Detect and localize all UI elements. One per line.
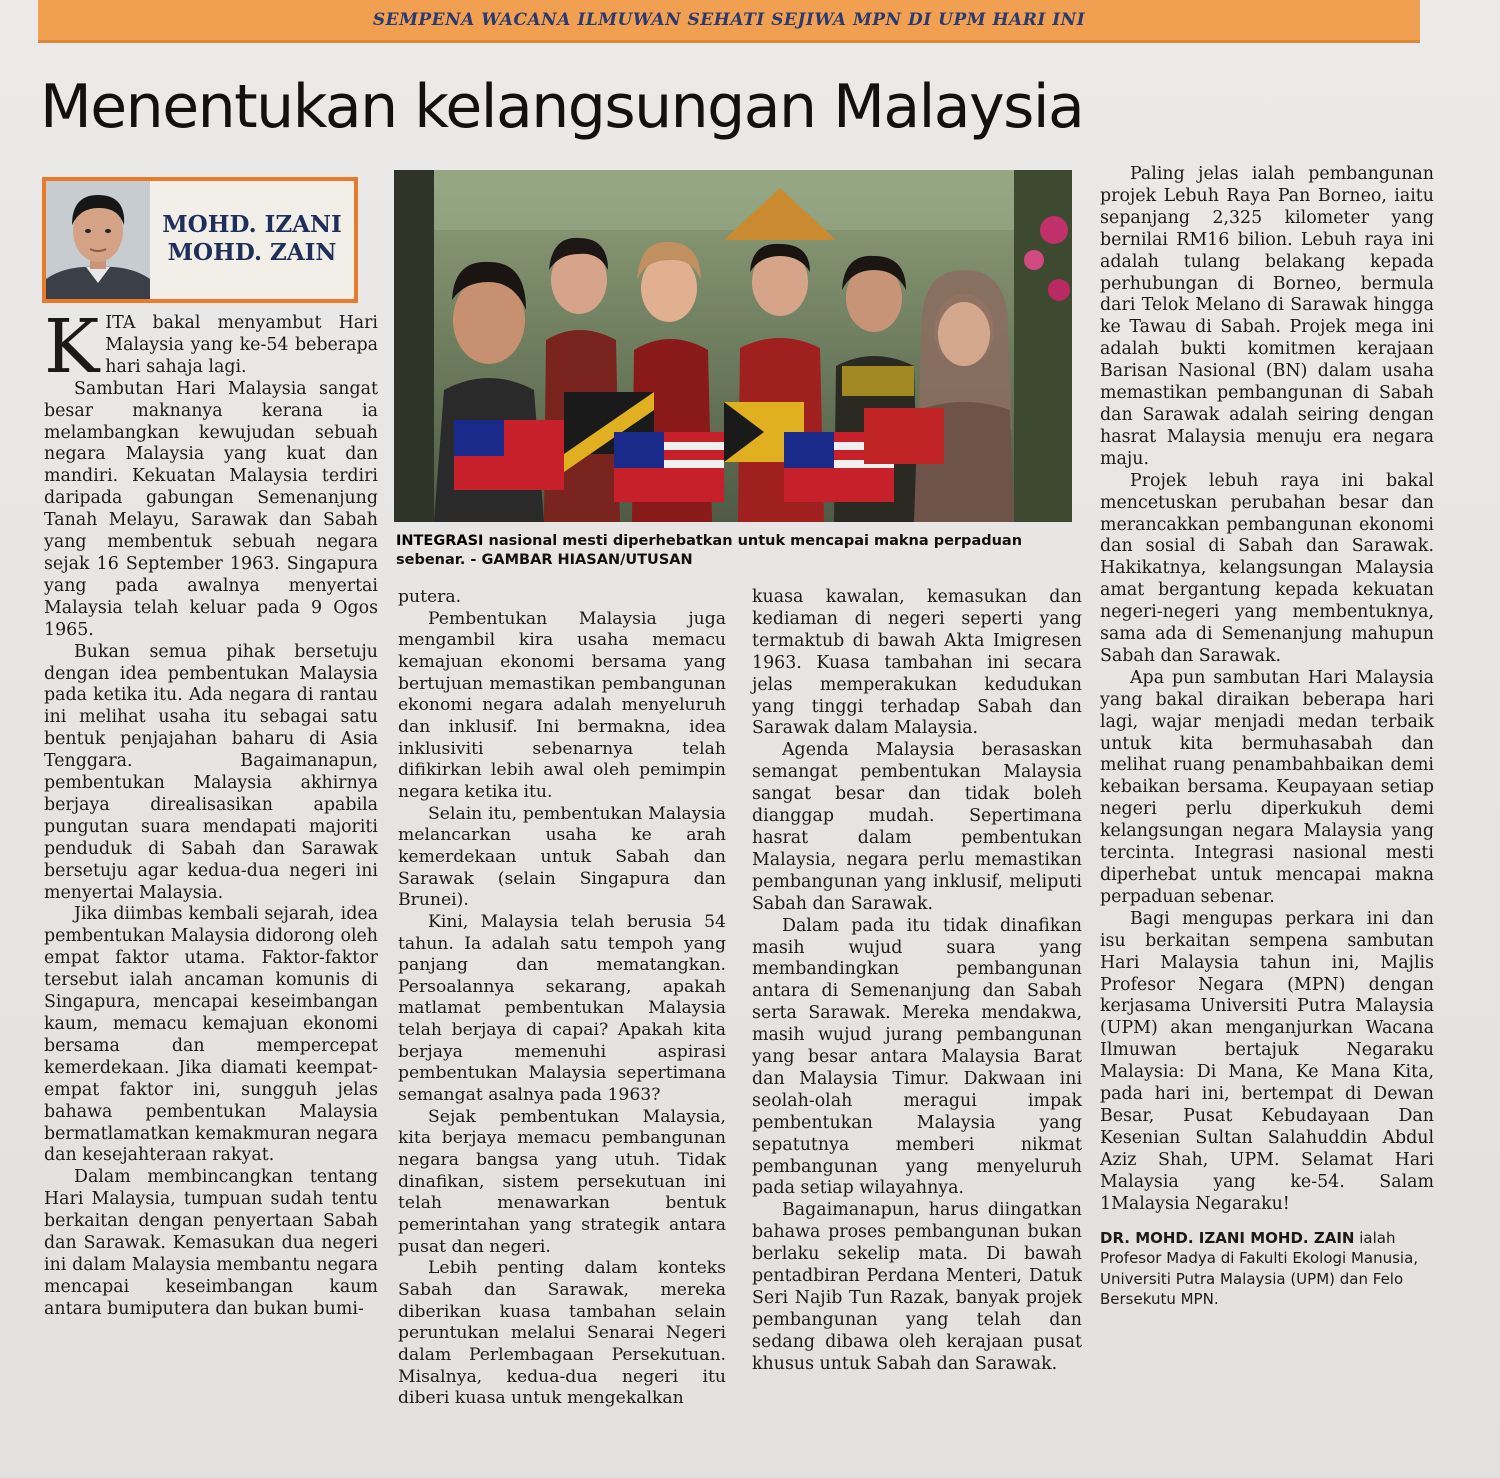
photo-caption: INTEGRASI nasional mesti diperhebatkan untuk mencapai makna perpaduan sebenar. - GAMBAR HIASAN/UTUSAN [396,533,1023,568]
article-paragraph: Apa pun sambutan Hari Malaysia yang bakal diraikan beberapa hari lagi, wajar menjadi medan terbaik untuk kita bermuhasabah dan melihat ruang penambahbaikan demi kebaikan bersama. Keupayaan setiap negeri perlu diperkukuh demi kelangsungan negara Malaysia yang tercinta. Integrasi nasional mesti diperhebat untuk mencapai makna perpaduan sebenar. [1100,667,1434,907]
article-paragraph: Bagi mengupas perkara ini dan isu berkaitan sempena sambutan Hari Malaysia tahun ini, Majlis Profesor Negara (MPN) dengan kerjasama Universiti Putra Malaysia (UPM) akan menganjurkan Wacana Ilmuwan bertajuk Negaraku Malaysia: Di Mana, Ke Mana Kita, pada hari ini, bertempat di Dewan Besar, Pusat Kebudayaan Dan Kesenian Sultan Salahuddin Abdul Aziz Shah, UPM. Selamat Hari Malaysia yang ke-54. Salam 1Malaysia Negaraku! [1100,908,1434,1214]
article-paragraph: Jika diimbas kembali sejarah, idea pembentukan Malaysia didorong oleh empat faktor utama. Faktor-faktor tersebut ialah ancaman komunis di Singapura, mencapai keseimbangan kaum, memacu kemajuan ekonomi bersama dan mempercepat kemerdekaan. Jika diamati keempat-empat faktor ini, sungguh jelas bahawa pembentukan Malaysia bermatlamatkan kemakmuran negara dan kesejahteraan rakyat. [44,904,378,1166]
article-column-4 [1100,164,1434,1310]
author-bio: DR. MOHD. IZANI MOHD. ZAIN ialah Profesor Madya di Fakulti Ekologi Manusia, Universiti Putra Malaysia (UPM) dan Felo Bersekutu MPN. [1100,1228,1419,1308]
article-paragraph: Agenda Malaysia berasaskan semangat pembentukan Malaysia sangat besar dan tidak boleh dianggap mudah. Sepertimana hasrat dalam pembentukan Malaysia, negara perlu memastikan pembangunan yang inklusif, meliputi Sabah dan Sarawak. [752,740,1082,914]
article-paragraph: putera. [398,587,462,607]
article-paragraph: Sambutan Hari Malaysia sangat besar maknanya kerana ia melambangkan kewujudan sebuah negara Malaysia yang kuat dan mandiri. Kekuatan Malaysia terdiri daripada gabungan Semenanjung Tanah Melayu, Sarawak dan Sabah yang membentuk sebuah negara sejak 16 September 1963. Singapura yang pada awalnya menyertai Malaysia telah keluar pada 9 Ogos 1965. [44,378,378,640]
article-paragraph: Bukan semua pihak bersetuju dengan idea pembentukan Malaysia pada ketika itu. Ada negara di rantau ini melihat usaha itu sebagai satu bentuk penjajahan baharu di Asia Tenggara. Bagaimanapun, pembentukan Malaysia akhirnya berjaya direalisasikan apabila pungutan suara mendapati majoriti penduduk di Sabah dan Sarawak bersetuju agar kedua-dua negeri ini menyertai Malaysia. [44,641,378,903]
author-name: MOHD. IZANI MOHD. ZAIN [162,211,342,266]
article-paragraph: Bagaimanapun, harus diingatkan bahawa proses pembangunan bukan berlaku sekelip mata. Di bawah pentadbiran Perdana Menteri, Datuk Seri Najib Tun Razak, banyak projek pembangunan yang telah dan sedang dibawa oleh kerajaan pusat khusus untuk Sabah dan Sarawak. [752,1200,1082,1374]
article-column-2 [398,587,726,1410]
article-column-1 [44,304,378,1321]
article-paragraph: Sejak pembentukan Malaysia, kita berjaya memacu pembangunan negara bangsa yang utuh. Tidak dinafikan, sistem persekutuan ini telah menawarkan bentuk pemerintahan yang strategik antara pusat dan negeri. [398,1106,726,1257]
article-paragraph: Lebih penting dalam konteks Sabah dan Sarawak, mereka diberikan kuasa tambahan selain peruntukan melalui Senarai Negeri dalam Perlembagaan Persekutuan. Misalnya, kedua-dua negeri itu diberi kuasa untuk mengekalkan [398,1258,726,1409]
author-photo [46,181,150,299]
article-paragraph: Pembentukan Malaysia juga mengambil kira usaha memacu kemajuan ekonomi bersama yang bertujuan memastikan pembangunan ekonomi negara adalah menyeluruh dan inklusif. Ini bermakna, idea inklusiviti sebenarnya telah difikirkan lebih awal oleh pemimpin negara ketika itu. [398,608,726,802]
article-paragraph: Dalam pada itu tidak dinafikan masih wujud suara yang membandingkan pembangunan antara di Semenanjung dan Sabah serta Sarawak. Mereka mendakwa, masih wujud jurang pembangunan yang besar antara Malaysia Barat dan Malaysia Timur. Dakwaan ini seolah-olah meragui impak pembentukan Malaysia yang sepatutnya memberi nikmat pembangunan yang menyeluruh pada setiap wilayahnya. [752,915,1082,1199]
section-banner [38,0,1420,43]
banner-text: SEMPENA WACANA ILMUWAN SEHATI SEJIWA MPN DI UPM HARI INI [372,10,1086,30]
headline: Menentukan kelangsungan Malaysia [40,72,1084,142]
article-column-3 [752,587,1082,1376]
article-paragraph: Kini, Malaysia telah berusia 54 tahun. Ia adalah satu tempoh yang panjang dan mematangkan. Persoalannya sekarang, apakah matlamat pembentukan Malaysia telah berjaya di capai? Apakah kita berjaya memenuhi aspirasi pembentukan Malaysia sepertimana semangat asalnya pada 1963? [398,911,726,1106]
article-paragraph: Paling jelas ialah pembangunan projek Lebuh Raya Pan Borneo, iaitu sepanjang 2,325 kilometer yang bernilai RM16 bilion. Lebuh raya ini adalah tulang belakang kepada perhubungan di Borneo, bermula dari Telok Melano di Sarawak hingga ke Tawau di Sabah. Projek mega ini adalah bukti komitmen kerajaan Barisan Nasional (BN) dalam usaha memastikan pembangunan di Sabah dan Sarawak adalah seiring dengan hasrat Malaysia menuju era negara maju. [1100,164,1434,469]
article-paragraph: KITA bakal menyambut Hari Malaysia yang ke-54 beberapa hari sahaja lagi. [44,304,378,390]
article-paragraph: Projek lebuh raya ini bakal mencetuskan perubahan besar dan merancakkan pembangunan ekonomi dan sosial di Sabah dan Sarawak. Hakikatnya, kelangsungan Malaysia amat bergantung kepada kekuatan negeri-negeri yang membentuknya, sama ada di Semenanjung mahupun Sabah dan Sarawak. [1100,470,1434,666]
article-paragraph: Selain itu, pembentukan Malaysia melancarkan usaha ke arah kemerdekaan untuk Sabah dan Sarawak (selain Singapura dan Brunei). [398,803,726,911]
drop-cap: K [44,304,100,390]
article-paragraph: Dalam membincangkan tentang Hari Malaysia, tumpuan sudah tentu berkaitan dengan penyertaan Sabah dan Sarawak. Kemasukan dua negeri ini dalam Malaysia membantu negara mencapai keseimbangan kaum antara bumiputera dan bukan bumi- [44,1167,378,1319]
article-photo [394,170,1072,522]
article-paragraph: kuasa kawalan, kemasukan dan kediaman di negeri seperti yang termaktub di bawah Akta Imigresen 1963. Kuasa tambahan ini secara jelas memperakukan kedudukan yang tinggi terhadap Sabah dan Sarawak dalam Malaysia. [752,587,1082,739]
byline-box [42,177,358,303]
